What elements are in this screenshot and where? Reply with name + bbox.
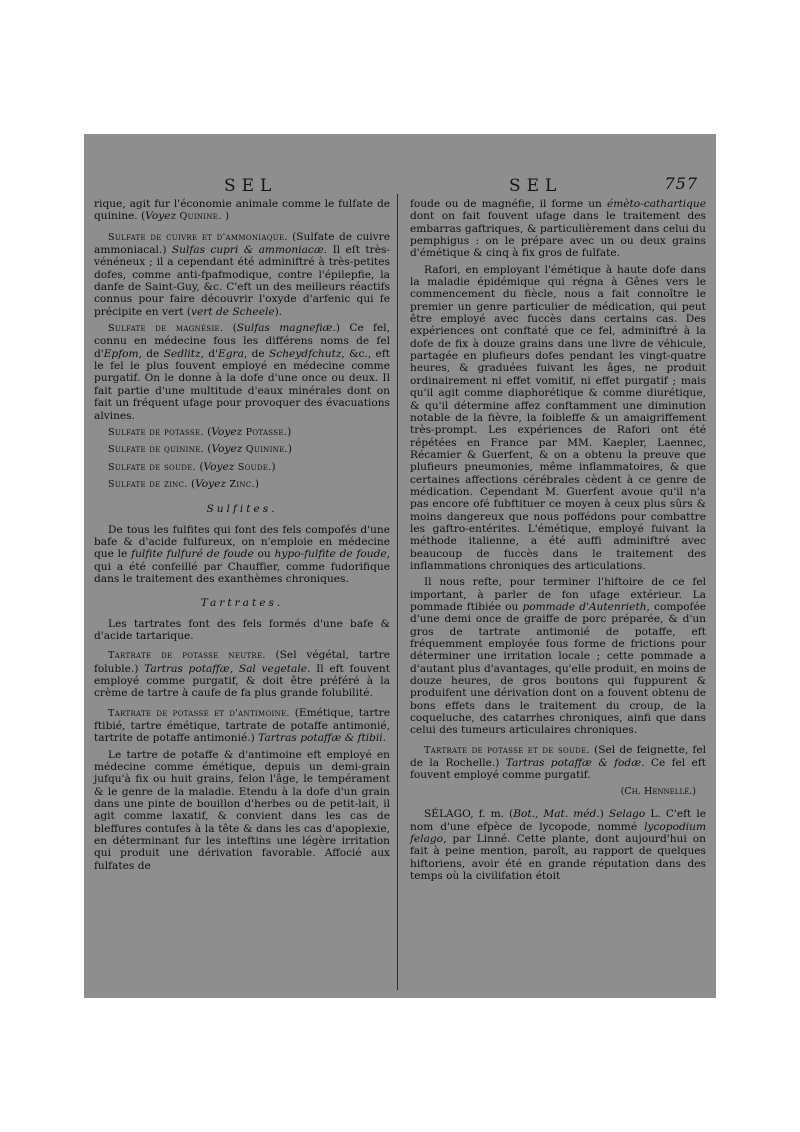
entry-sulfate-cuivre: Sulfate de cuivre et d'ammoniaque. (Sulfate de cuivre ammoniacal.) Sulfas cupri & ammoniacæ. Il eſt très-vénéneux ; il a cependant été adminiftré à très-petites dofes, comme anti-fpafmodique, contre l'épilepfie, la danfe de Saint-Guy, &c. C'eft un des meilleurs réactifs connus pour faire découvrir l'oxyde d'arfenic qui fe précipite en vert (vert de Scheele). bbox=[94, 230, 391, 318]
entry-tartrate-soude: Tartrate de potasse et de soude. (Sel de feignette, fel de la Rochelle.) Tartras potaffæ & fodæ. Ce fel eft fouvent employé comme purgatif. bbox=[410, 743, 706, 782]
left-column bbox=[94, 198, 390, 876]
page-number: 757 bbox=[664, 174, 698, 193]
entry-head: Sulfate de cuivre et d'ammoniaque. bbox=[108, 231, 288, 243]
section-title-tartrates: Tartrates. bbox=[200, 597, 284, 610]
entry-sulfate-soude: Sulfate de soude. (Voyez Soude.) bbox=[108, 460, 276, 473]
paragraph-antimoine: Le tartre de potaffe & d'antimoine eft employé en médecine comme émétique, depuis un demi-grain jufqu'à fix ou huit grains, felon l'âge, le tempérament & le genre de la maladie. Etendu à la dofe d'un grain dans une pinte de bouillon d'herbes ou de petit-lait, il agit comme laxatif, & convient dans les cas de bleffures contufes à la tête & dans les cas d'apoplexie, en déterminant fur les inteftins une légère irritation qui produit une dérivation favorable. Affocié aux fulfates de bbox=[94, 748, 390, 872]
paragraph-sulfites: De tous les fulfites qui font des fels compofés d'une bafe & d'acide fulfureux, on n'emploie en médecine que le fulfite fulfuré de foude ou hypo-fulfite de foude, qui a été confeillé par Chauffier, comme fudorifique dans le traitement des exanthèmes chroniques. bbox=[94, 523, 391, 585]
paragraph-tartrates: Les tartrates font des fels formés d'une bafe & d'acide tartarique. bbox=[94, 617, 390, 642]
entry-sulfate-potasse: Sulfate de potasse. (Voyez Potasse.) bbox=[108, 425, 292, 438]
column-divider bbox=[397, 194, 398, 990]
entry-sulfate-zinc: Sulfate de zinc. (Voyez Zinc.) bbox=[108, 477, 260, 490]
running-head-right: SEL bbox=[509, 176, 563, 196]
entry-selago: SÉLAGO, f. m. (Bot., Mat. méd.) Selago L. C'eft le nom d'une efpèce de lycopode, nommé lycopodium felago, par Linné. Cette plante, dont aujourd'hui on fait à peine mention, paroît, au rapport de quelques hiftoriens, avoir été en grande réputation dans des temps où la civilifation étoit bbox=[410, 808, 706, 882]
author-signature: (Ch. Hennellé.) bbox=[620, 785, 696, 797]
entry-tartrate-antimoine: Tartrate de potasse et d'antimoine. (Emétique, tartre ftibié, tartre émétique, tartrate de potaffe antimonié, tartrite de potaffe antimonié.) Tartras potaffæ & ftibii. bbox=[94, 706, 390, 745]
right-column bbox=[410, 198, 706, 886]
entry-tartrate-potasse-neutre: Tartrate de potasse neutre. (Sel végétal, tartre foluble.) Tartras potaffæ, Sal vegetale. Il eft fouvent employé comme purgatif, & doit être préféré à la crème de tartre à caufe de fa plus grande folubilité. bbox=[94, 649, 390, 700]
entry-sulfate-quinine: Sulfate de quinine. (Voyez Quinine.) bbox=[108, 443, 292, 456]
scanned-page bbox=[84, 134, 716, 998]
paragraph-usage-exterieur: Il nous refte, pour terminer l'hiftoire de ce fel important, à parler de fon ufage extérieur. La pommade ftibiée ou pommade d'Autenrieth, compofée d'une demi once de graiffe de porc préparée, & d'un gros de tartrate antimonié de potaffe, eft fréquemment employée fous forme de frictions pour déterminer une irritation locale ; cette pommade a d'autant plus d'avantages, qu'elle produit, en moins de douze heures, de gros boutons qui fuppurent & produifent une dérivation dont on a fouvent obtenu de bons effets dans le traitement du croup, de la coqueluche, des catarrhes chroniques, ainfi que dans celui des tumeurs articulaires chroniques. bbox=[410, 576, 706, 737]
running-head-left: SEL bbox=[224, 176, 278, 196]
paragraph-quinine-end: rique, agit fur l'économie animale comme le fulfate de quinine. (Voyez Quinine. ) bbox=[94, 198, 390, 223]
section-title-sulfites: Sulfites. bbox=[206, 503, 278, 516]
paragraph-rasori: Rafori, en employant l'émétique à haute dofe dans la maladie épidémique qui régna à Gênes vers le commencement du fiècle, nous a fait connoître le premier un genre particulier de médication, qui peut être employé avec fuccès dans certains cas. Des expériences ont conftaté que ce fel, adminiftré à la dofe de fix à douze grains dans une livre de véhicule, partagée en plufieurs dofes pendant les vingt-quatre heures, & graduées fuivant les âges, ne produit ordinairement ni effet vomitif, ni effet purgatif ; mais qu'il agit comme diaphorétique & comme diurétique, & qu'il détermine affez conftamment une diminution notable de la fièvre, la foibleffe & un amaigriffement très-prompt. Les expériences de Rafori ont été répétées en France par MM. Kaepler, Laennec, Récamier & Guerfent, & on a obtenu la preuve que plufieurs pneumonies, même inflammatoires, & que certaines affections cérébrales cèdent à ce genre de médication. Cependant M. Guerfent avoue qu'il n'a pas encore ofé fubftituer ce moyen à ceux plus sûrs & moins dangereux que nous poffédons pour combattre les gaftro-entérites. L'émétique, employé fuivant la méthode italienne, a été auffi adminiftré avec beaucoup de fuccès dans le traitement des inflammations chroniques des articulations. bbox=[410, 263, 706, 572]
paragraph-emeto-cathartique: foude ou de magnéfie, il forme un émèto-cathartique dont on fait fouvent ufage dans le traitement des embarras gaftriques, & particulièrement dans celui du pemphigus : on le prépare avec un ou deux grains d'émétique & cinq à fix gros de fulfate. bbox=[410, 198, 706, 260]
entry-sulfate-magnesie: Sulfate de magnésie. (Sulfas magnefiæ.) Ce fel, connu en médecine fous les différens noms de fel d'Epfom, de Sedlitz, d'Egra, de Scheydfchutz, &c., eft le fel le plus fouvent employé en médecine comme purgatif. On le donne à la dofe d'une once ou deux. Il fait partie d'une multitude d'eaux minérales dont on fait un fréquent ufage pour provoquer des évacuations alvines. bbox=[94, 322, 391, 422]
entry-head: Sulfate de magnésie. bbox=[108, 323, 224, 335]
